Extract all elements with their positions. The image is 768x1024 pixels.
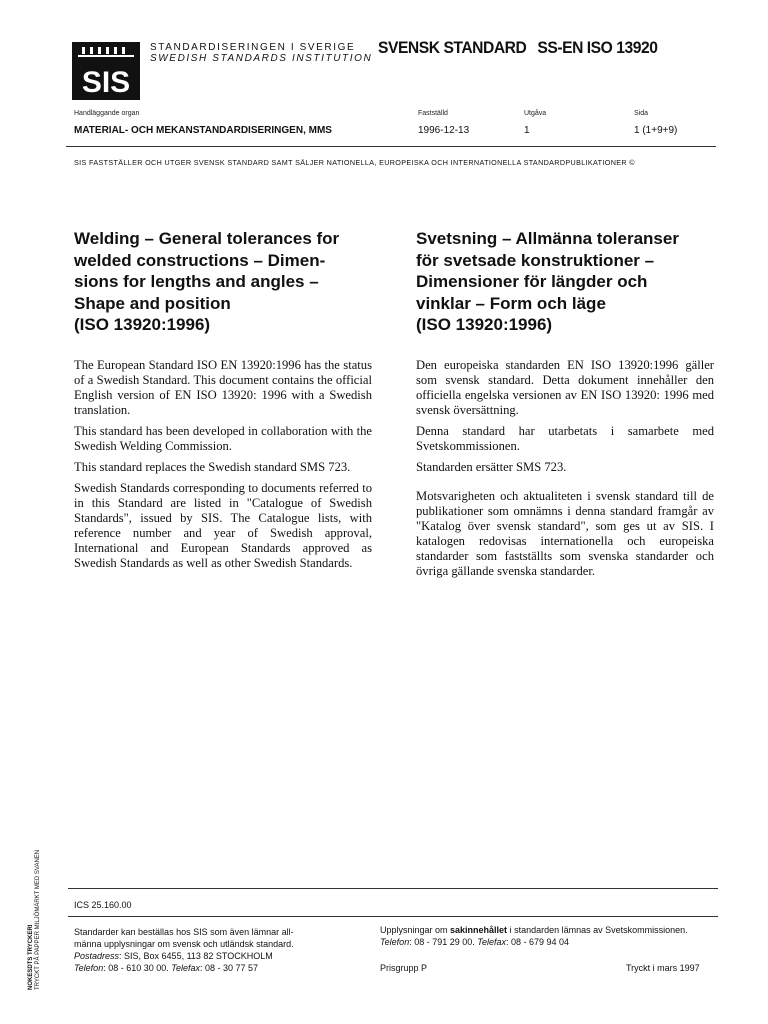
title-line: Shape and position — [74, 293, 231, 313]
phone-value: : 08 - 610 30 00. — [103, 963, 169, 973]
footer-divider — [68, 916, 718, 917]
postal-address — [74, 950, 374, 962]
paragraph: Swedish Standards corresponding to documents referred to in this Standard are listed in "Catalogue of Swedish Standards", issued by SIS. The Catalogue lists, with reference number and year of Swedish approval, International and European Standards approved as Swedish Standards as well as other Swedish Standards. — [74, 481, 372, 570]
title-line: vinklar – Form och läge — [416, 293, 606, 313]
edition-value: 1 — [524, 125, 530, 136]
title-line: (ISO 13920:1996) — [74, 315, 211, 335]
body-swedish — [416, 358, 714, 585]
title-line: Welding – General tolerances for — [74, 229, 340, 248]
sis-logo — [72, 42, 140, 100]
sis-contact — [74, 962, 374, 974]
title-line: (ISO 13920:1996) — [416, 315, 553, 335]
paper-note: TRYCKT PÅ PAPPER MILJÖMÄRKT MED SVANEN — [35, 849, 41, 990]
title-line: sions for lengths and angles – — [74, 272, 319, 292]
approved-date-value: 1996-12-13 — [418, 125, 470, 136]
ordering-info — [74, 926, 374, 974]
page-label: Sida — [634, 110, 649, 117]
paragraph: Den europeiska standarden EN ISO 13920:1996 gäller som svensk standard. Detta dokument innehåller den officiella engelska versionen av EN ISO 13920: 1996 med svensk översättning. — [416, 358, 714, 417]
responsible-body-value: MATERIAL- OCH MEKANSTANDARDISERINGEN, MMS — [74, 125, 332, 136]
phone-label: Telefon — [74, 963, 104, 973]
header-divider — [66, 146, 716, 147]
paragraph: Motsvarigheten och aktualiteten i svensk standard till de publikationer som omnämns i denna standard framgår av "Katalog över svensk standard", som ges ut av SIS. I katalogen redovisas internationella och europeiska standarder som fastställts som svenska standarder och övriga gällande svenska standarder. — [416, 489, 714, 578]
info-phone-value: : 08 - 791 29 00. — [409, 937, 475, 947]
approved-date-label: Fastställd — [418, 110, 448, 117]
fax-value: : 08 - 30 77 57 — [199, 963, 259, 973]
responsible-body-label: Handläggande organ — [74, 110, 140, 117]
page-value: 1 (1+9+9) — [634, 125, 678, 136]
title-swedish — [416, 228, 736, 336]
document-header-title — [378, 38, 657, 58]
paragraph: This standard has been developed in collaboration with the Swedish Welding Commission. — [74, 424, 372, 453]
fax-label: Telefax — [171, 963, 200, 973]
title-line: för svetsade konstruktioner – — [416, 250, 655, 270]
copyright-notice: SIS FASTSTÄLLER OCH UTGER SVENSK STANDARD SAMT SÄLJER NATIONELLA, EUROPEISKA OCH INTERNATIONELLA STANDARDPUBLIKATIONER © — [74, 158, 635, 167]
ics-code: ICS 25.160.00 — [74, 900, 132, 910]
org-name-sv: STANDARDISERINGEN I SVERIGE — [150, 42, 356, 53]
paragraph: Denna standard har utarbetats i samarbete med Svetskommissionen. — [416, 424, 714, 453]
edition-label: Utgåva — [524, 110, 547, 117]
printer-mark-text — [28, 830, 42, 990]
printer-mark — [28, 830, 46, 990]
title-line: Svetsning – Allmänna toleranser — [416, 229, 679, 248]
content-info-line — [380, 924, 720, 936]
standard-type: SVENSK STANDARD — [378, 38, 527, 57]
info-bold: sakinnehållet — [450, 925, 508, 935]
paragraph: The European Standard ISO EN 13920:1996 has the status of a Swedish Standard. This document contains the official English version of EN ISO 13920: 1996 with a Swedish translation. — [74, 358, 372, 417]
print-date: Tryckt i mars 1997 — [626, 963, 700, 973]
postal-label: Postadress — [74, 951, 120, 961]
info-suffix: i standarden lämnas av Svetskommissionen. — [507, 925, 688, 935]
title-english — [74, 228, 394, 336]
body-english — [74, 358, 372, 577]
logo-text: SIS — [81, 66, 131, 99]
title-line: welded constructions – Dimen- — [74, 250, 326, 270]
printer-name: NOKESDTS TRYCKERI — [28, 924, 34, 990]
info-phone-label: Telefon — [380, 937, 410, 947]
org-name — [150, 42, 372, 64]
info-fax-label: Telefax — [477, 937, 506, 947]
footer-divider-top — [68, 888, 718, 889]
price-group: Prisgrupp P — [380, 963, 428, 973]
paragraph: This standard replaces the Swedish standard SMS 723. — [74, 460, 351, 474]
standard-number: SS-EN ISO 13920 — [537, 38, 658, 57]
content-info — [380, 924, 720, 948]
postal-value: : SIS, Box 6455, 113 82 STOCKHOLM — [119, 951, 273, 961]
title-line: Dimensioner för längder och — [416, 272, 648, 292]
info-fax-value: : 08 - 679 94 04 — [505, 937, 570, 947]
info-prefix: Upplysningar om — [380, 925, 451, 935]
ordering-line: männa upplysningar om svensk och utländsk standard. — [74, 939, 294, 949]
commission-contact — [380, 936, 720, 948]
org-name-en: SWEDISH STANDARDS INSTITUTION — [150, 53, 373, 64]
paragraph: Standarden ersätter SMS 723. — [416, 460, 567, 474]
ordering-line: Standarder kan beställas hos SIS som även lämnar all- — [74, 927, 294, 937]
